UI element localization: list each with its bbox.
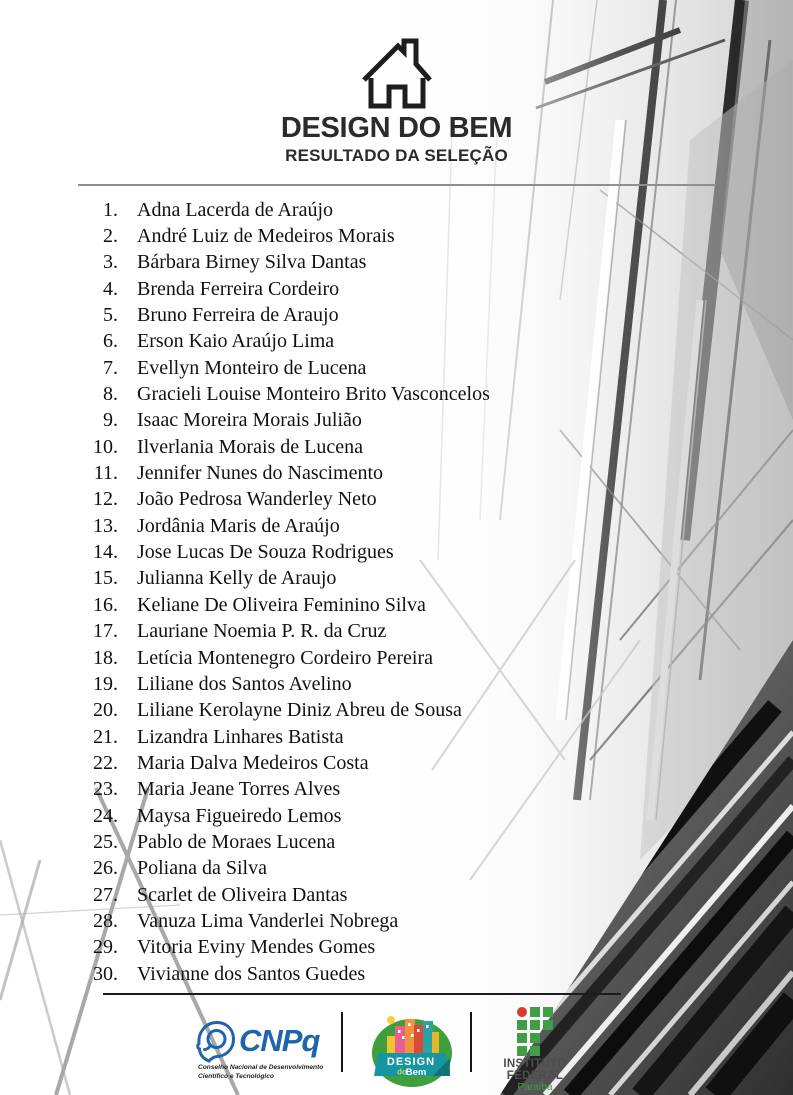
cnpq-tagline-line1: Conselho Nacional de Desenvolvimento — [198, 1064, 324, 1071]
list-item — [60, 539, 490, 565]
list-item — [60, 566, 490, 592]
list-item — [60, 223, 490, 249]
list-item — [60, 829, 490, 855]
list-item — [60, 777, 490, 803]
list-item — [60, 592, 490, 618]
list-item-name: Maria Jeane Torres Alves — [137, 778, 341, 801]
list-item-name: Brenda Ferreira Cordeiro — [137, 277, 340, 300]
list-item-number: 4. — [103, 277, 118, 300]
list-item — [60, 302, 490, 328]
list-item-number: 14. — [93, 541, 118, 564]
list-item-name: Gracieli Louise Monteiro Brito Vasconcelos — [137, 383, 490, 406]
list-item — [60, 671, 490, 697]
list-item — [60, 698, 490, 724]
list-item — [60, 908, 490, 934]
list-item-number: 22. — [93, 751, 118, 774]
list-item-number: 25. — [93, 830, 118, 853]
list-item-name: Letícia Montenegro Cordeiro Pereira — [137, 646, 433, 669]
list-item-number: 17. — [93, 620, 118, 643]
list-item — [60, 460, 490, 486]
list-item-number: 30. — [93, 962, 118, 985]
list-item — [60, 197, 490, 223]
list-item-name: Liliane dos Santos Avelino — [137, 672, 352, 695]
list-item — [60, 645, 490, 671]
cnpq-wordmark: CNPq — [239, 1023, 320, 1058]
list-item-name: Erson Kaio Araújo Lima — [137, 330, 335, 353]
list-item — [60, 276, 490, 302]
list-item — [60, 724, 490, 750]
list-item-name: Scarlet de Oliveira Dantas — [137, 883, 348, 906]
cnpq-logo-top — [196, 1019, 346, 1063]
list-item — [60, 882, 490, 908]
list-item-number: 16. — [93, 593, 118, 616]
cnpq-head-icon — [196, 1019, 236, 1063]
cnpq-logo — [196, 1019, 346, 1082]
design-banner — [374, 1053, 450, 1078]
list-item-number: 28. — [93, 909, 118, 932]
list-item-number: 6. — [103, 330, 118, 353]
footer-divider — [103, 993, 621, 995]
list-item-number: 11. — [93, 462, 118, 485]
design-do-bem-logo — [371, 1008, 453, 1088]
list-item — [60, 381, 490, 407]
list-item — [60, 619, 490, 645]
list-item-name: Keliane De Oliveira Feminino Silva — [137, 593, 426, 616]
list-item-name: Vitoria Eviny Mendes Gomes — [137, 936, 376, 959]
list-item — [60, 750, 490, 776]
list-item — [60, 803, 490, 829]
logo-separator-right — [470, 1012, 472, 1072]
list-item-name: Vivianne dos Santos Guedes — [137, 962, 366, 985]
list-item — [60, 355, 490, 381]
list-item-number: 5. — [103, 304, 118, 327]
list-item-name: André Luiz de Medeiros Morais — [137, 225, 395, 248]
list-item — [60, 408, 490, 434]
list-item — [60, 513, 490, 539]
if-grid-icon — [517, 1007, 553, 1056]
list-item-name: Julianna Kelly de Araujo — [137, 567, 337, 590]
list-item-number: 2. — [103, 225, 118, 248]
list-item-number: 20. — [93, 699, 118, 722]
house-icon — [356, 36, 438, 110]
list-item-number: 8. — [103, 383, 118, 406]
list-item-name: Bruno Ferreira de Araujo — [137, 304, 339, 327]
page-subtitle: RESULTADO DA SELEÇÃO — [285, 146, 508, 165]
list-item-number: 29. — [93, 936, 118, 959]
list-item-name: Bárbara Birney Silva Dantas — [137, 251, 367, 274]
list-item-number: 21. — [93, 725, 118, 748]
list-item-number: 19. — [93, 672, 118, 695]
list-item-name: Adna Lacerda de Araújo — [137, 198, 334, 221]
list-item-number: 12. — [93, 488, 118, 511]
list-item-number: 10. — [93, 435, 118, 458]
list-item-name: Jose Lucas De Souza Rodrigues — [137, 541, 394, 564]
list-item — [60, 935, 490, 961]
list-item-name: Lizandra Linhares Batista — [137, 725, 344, 748]
list-item — [60, 487, 490, 513]
design-banner-line2b: Bem — [405, 1067, 427, 1078]
if-wordmark-line1: INSTITUTO — [503, 1058, 567, 1070]
cnpq-tagline-line2: Científico e Tecnológico — [198, 1072, 274, 1080]
cnpq-tagline — [198, 1064, 346, 1082]
list-item-number: 27. — [93, 883, 118, 906]
list-item-number: 7. — [103, 356, 118, 379]
list-item-name: Maria Dalva Medeiros Costa — [137, 751, 369, 774]
list-item-name: João Pedrosa Wanderley Neto — [137, 488, 377, 511]
results-list — [60, 197, 490, 987]
list-item-number: 15. — [93, 567, 118, 590]
if-wordmark-line2: FEDERAL — [506, 1069, 564, 1082]
list-item-number: 26. — [93, 857, 118, 880]
list-item-name: Lauriane Noemia P. R. da Cruz — [137, 620, 387, 643]
list-item — [60, 434, 490, 460]
list-item-number: 3. — [103, 251, 118, 274]
list-item-name: Ilverlania Morais de Lucena — [137, 435, 364, 458]
logo-separator-left — [341, 1012, 343, 1072]
design-banner-line2a: do — [397, 1067, 407, 1077]
header-divider — [78, 184, 716, 186]
page-title: DESIGN DO BEM — [280, 112, 513, 144]
list-item-name: Poliana da Silva — [137, 857, 267, 880]
list-item-name: Liliane Kerolayne Diniz Abreu de Sousa — [137, 699, 462, 722]
list-item — [60, 856, 490, 882]
list-item-name: Jennifer Nunes do Nascimento — [137, 462, 384, 485]
list-item-name: Vanuza Lima Vanderlei Nobrega — [137, 909, 399, 932]
instituto-federal-logo — [487, 1007, 583, 1093]
design-banner-line1: DESIGN — [386, 1056, 436, 1068]
list-item-name: Pablo de Moraes Lucena — [137, 830, 336, 853]
list-item-name: Isaac Moreira Morais Julião — [137, 409, 362, 432]
list-item-number: 24. — [93, 804, 118, 827]
list-item-name: Jordânia Maris de Araújo — [137, 514, 340, 537]
list-item-number: 23. — [93, 778, 118, 801]
if-region: Paraíba — [517, 1082, 553, 1094]
list-item-name: Maysa Figueiredo Lemos — [137, 804, 342, 827]
list-item-number: 18. — [93, 646, 118, 669]
list-item — [60, 329, 490, 355]
list-item — [60, 250, 490, 276]
list-item — [60, 961, 490, 987]
list-item-number: 13. — [93, 514, 118, 537]
list-item-number: 9. — [103, 409, 118, 432]
list-item-number: 1. — [103, 198, 118, 221]
list-item-name: Evellyn Monteiro de Lucena — [137, 356, 367, 379]
